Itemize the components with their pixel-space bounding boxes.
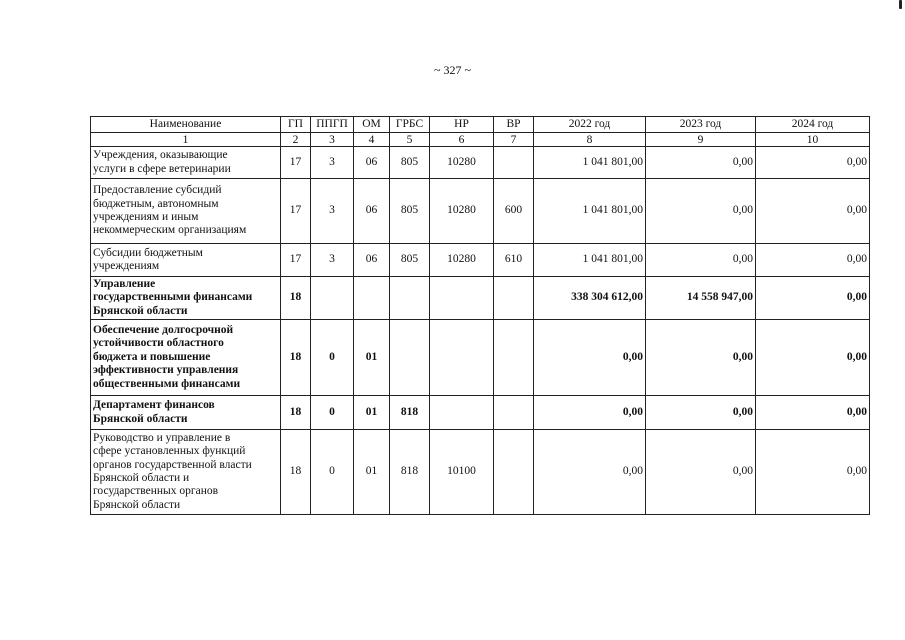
item-name-cell (91, 277, 281, 320)
item-name-line: бюджетным, автономным (93, 197, 219, 210)
vr-cell (494, 147, 534, 179)
amount-2024-cell: 0,00 (756, 277, 870, 320)
amount-2023-cell: 0,00 (646, 179, 756, 244)
grbs-cell: 805 (390, 147, 430, 179)
item-name-line: органов государственной власти (93, 458, 252, 471)
page-number: ~ 327 ~ (434, 63, 471, 77)
ppgp-cell (311, 277, 354, 320)
col-number: 9 (646, 133, 756, 147)
gp-cell: 17 (281, 147, 311, 179)
grbs-cell: 818 (390, 430, 430, 515)
vr-cell (494, 277, 534, 320)
table-body (91, 147, 870, 515)
col-header-2023: 2023 год (646, 117, 756, 133)
gp-cell: 18 (281, 320, 311, 396)
amount-2024-cell: 0,00 (756, 244, 870, 277)
item-name-line: Предоставление субсидий (93, 184, 222, 197)
grbs-cell (390, 320, 430, 396)
om-cell: 06 (354, 147, 390, 179)
amount-2024-cell: 0,00 (756, 396, 870, 430)
col-number: 2 (281, 133, 311, 147)
col-header-2022: 2022 год (534, 117, 646, 133)
gp-cell: 17 (281, 244, 311, 277)
item-name-line: устойчивости областного (93, 337, 224, 350)
amount-2023-cell: 0,00 (646, 320, 756, 396)
item-name-line: бюджета и повышение (93, 350, 211, 363)
nr-cell (430, 320, 494, 396)
item-name-line: государственных органов (93, 485, 219, 498)
item-name-line: Брянской области (93, 412, 188, 425)
nr-cell: 10280 (430, 179, 494, 244)
col-header-om: ОМ (354, 117, 390, 133)
gp-cell: 18 (281, 396, 311, 430)
amount-2023-cell: 0,00 (646, 244, 756, 277)
col-number: 7 (494, 133, 534, 147)
col-header-gp: ГП (281, 117, 311, 133)
gp-cell: 18 (281, 430, 311, 515)
item-name-line: Брянской области и (93, 472, 190, 484)
item-name-line: Брянской области (93, 498, 181, 511)
amount-2024-cell: 0,00 (756, 320, 870, 396)
amount-2022-cell: 0,00 (534, 320, 646, 396)
item-name-line: учреждениям и иным (93, 211, 199, 223)
col-number: 10 (756, 133, 870, 147)
ppgp-cell: 3 (311, 179, 354, 244)
om-cell: 01 (354, 396, 390, 430)
item-name-line: Департамент финансов (93, 399, 215, 412)
col-header-ppgp: ППГП (311, 117, 354, 133)
item-name-line: общественными финансами (93, 377, 241, 390)
ppgp-cell: 3 (311, 147, 354, 179)
amount-2024-cell: 0,00 (756, 430, 870, 515)
col-header-nr: НР (430, 117, 494, 133)
col-number: 5 (390, 133, 430, 147)
amount-2023-cell: 0,00 (646, 147, 756, 179)
grbs-cell: 805 (390, 244, 430, 277)
om-cell (354, 277, 390, 320)
vr-cell (494, 320, 534, 396)
nr-cell: 10100 (430, 430, 494, 515)
ppgp-cell: 0 (311, 396, 354, 430)
item-name-line: эффективности управления (93, 364, 239, 377)
vr-cell (494, 430, 534, 515)
om-cell: 01 (354, 320, 390, 396)
table-row (91, 277, 870, 320)
col-header-grbs: ГРБС (390, 117, 430, 133)
table-row (91, 244, 870, 277)
item-name-line: сфере установленных функций (93, 445, 246, 458)
item-name-line: Обеспечение долгосрочной (93, 323, 234, 336)
gp-cell: 18 (281, 277, 311, 320)
item-name-line: Учреждения, оказывающие (93, 149, 228, 162)
om-cell: 06 (354, 179, 390, 244)
ppgp-cell: 0 (311, 320, 354, 396)
col-header-name: Наименование (91, 117, 281, 133)
amount-2022-cell: 0,00 (534, 396, 646, 430)
col-number: 1 (91, 133, 281, 147)
table-row (91, 320, 870, 396)
col-header-2024: 2024 год (756, 117, 870, 133)
vr-cell: 600 (494, 179, 534, 244)
grbs-cell (390, 277, 430, 320)
item-name-cell (91, 147, 281, 179)
item-name-cell (91, 320, 281, 396)
amount-2022-cell: 338 304 612,00 (534, 277, 646, 320)
amount-2023-cell: 0,00 (646, 430, 756, 515)
grbs-cell: 805 (390, 179, 430, 244)
item-name-line: Руководство и управление в (93, 431, 231, 444)
scan-mark (899, 0, 902, 9)
item-name-line: учреждениям (93, 260, 160, 272)
item-name-cell (91, 179, 281, 244)
table-row (91, 179, 870, 244)
item-name-cell (91, 244, 281, 277)
vr-cell: 610 (494, 244, 534, 277)
item-name-line: услуги в сфере ветеринарии (93, 162, 231, 175)
table-row (91, 147, 870, 179)
nr-cell (430, 277, 494, 320)
amount-2022-cell: 1 041 801,00 (534, 147, 646, 179)
amount-2022-cell: 1 041 801,00 (534, 179, 646, 244)
ppgp-cell: 3 (311, 244, 354, 277)
item-name-cell (91, 430, 281, 515)
col-number: 4 (354, 133, 390, 147)
col-number: 6 (430, 133, 494, 147)
vr-cell (494, 396, 534, 430)
amount-2022-cell: 1 041 801,00 (534, 244, 646, 277)
amount-2023-cell: 0,00 (646, 396, 756, 430)
grbs-cell: 818 (390, 396, 430, 430)
table-row (91, 396, 870, 430)
gp-cell: 17 (281, 179, 311, 244)
om-cell: 06 (354, 244, 390, 277)
amount-2024-cell: 0,00 (756, 179, 870, 244)
item-name-line: Субсидии бюджетным (93, 246, 203, 259)
header-row (91, 117, 870, 133)
column-number-row (91, 133, 870, 147)
item-name-line: государственными финансами (93, 291, 253, 304)
col-number: 8 (534, 133, 646, 147)
amount-2023-cell: 14 558 947,00 (646, 277, 756, 320)
ppgp-cell: 0 (311, 430, 354, 515)
nr-cell (430, 396, 494, 430)
item-name-line: Управление (93, 277, 156, 290)
item-name-line: Брянской области (93, 304, 188, 317)
item-name-line: некоммерческим организациям (93, 224, 247, 237)
col-number: 3 (311, 133, 354, 147)
budget-table (90, 116, 870, 515)
amount-2022-cell: 0,00 (534, 430, 646, 515)
nr-cell: 10280 (430, 147, 494, 179)
nr-cell: 10280 (430, 244, 494, 277)
item-name-cell (91, 396, 281, 430)
amount-2024-cell: 0,00 (756, 147, 870, 179)
om-cell: 01 (354, 430, 390, 515)
table-row (91, 430, 870, 515)
col-header-vr: ВР (494, 117, 534, 133)
